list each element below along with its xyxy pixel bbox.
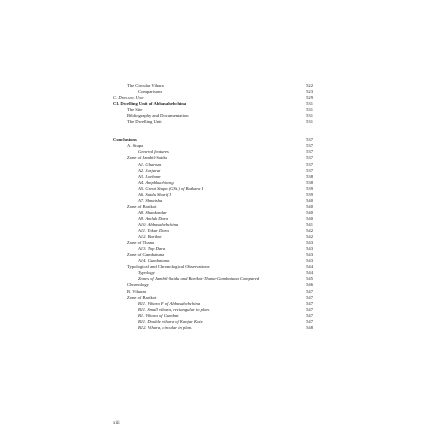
toc-section-top [113, 83, 313, 125]
toc-entry-page: 545 [306, 276, 313, 282]
toc-entry-page: 537 [306, 137, 313, 143]
toc-entry-title: Typology [138, 270, 155, 276]
toc-entry-title: A9. Amluk Dara [138, 215, 168, 221]
toc-entry-page: 547 [306, 288, 313, 294]
toc-entry-page: 538 [306, 179, 313, 185]
toc-entry-title: B1. Vihara of Gumbat [138, 312, 179, 318]
toc-entry-page: 547 [306, 312, 313, 318]
toc-entry-title: General features [138, 149, 169, 155]
toc-entry-page: 543 [306, 252, 313, 258]
toc-entry-title: A8. Shankardar [138, 209, 167, 215]
toc-entry-page: 537 [306, 161, 313, 167]
toc-entry-page: 522 [306, 83, 313, 88]
toc-entry-title: B11. Small vihara, rectangular in plan. [138, 306, 210, 312]
toc-entry-page: 529 [306, 95, 313, 101]
toc-entry-page: 539 [306, 185, 313, 191]
toc-entry-title: Zone of Thana [127, 240, 154, 246]
toc-entry-title: A3. Loebanr [138, 173, 161, 179]
toc-entry-page: 523 [306, 89, 313, 95]
toc-entry-title: Bibliography and Documentation [127, 113, 189, 119]
toc-entry-page: 548 [306, 324, 313, 330]
toc-entry-title: Zones of Jambil-Saidu and Barikot-Thana-Gumbatuna Compared [138, 276, 260, 282]
table-of-contents [113, 83, 313, 331]
toc-entry-page: 543 [306, 240, 313, 246]
toc-entry [113, 325, 313, 331]
toc-entry-title: Zone of Gumbatuna [127, 252, 164, 258]
toc-entry-title: A4. Amphkuchiwng [138, 179, 174, 185]
toc-entry-page: 547 [306, 300, 313, 306]
toc-entry-page: 531 [306, 119, 313, 125]
toc-entry-title: A10. Abbasahebchina [138, 221, 179, 227]
page-number: xiii [113, 421, 120, 426]
toc-entry-page: 537 [306, 143, 313, 149]
toc-entry-page: 537 [306, 149, 313, 155]
toc-entry-page: 547 [306, 306, 313, 312]
toc-entry-title: A. Stupa [127, 143, 144, 149]
toc-entry-title: A5. Great Stupa (GSt.) of Butkara I [138, 185, 204, 191]
toc-entry-title: A7. Shnaisha [138, 197, 163, 203]
toc-entry-page: 540 [306, 197, 313, 203]
toc-entry-title: A14. Gumbatuna [138, 258, 170, 264]
toc-entry-page: 547 [306, 318, 313, 324]
toc-entry-page: 543 [306, 246, 313, 252]
toc-entry-title: B12. Vihara, circular in plan. [138, 324, 193, 330]
toc-entry-page: 547 [306, 294, 313, 300]
toc-entry-title: Zone of Jambil-Saidu [127, 155, 167, 161]
toc-entry-title: The Site [127, 107, 143, 113]
toc-entry-page: 541 [306, 221, 313, 227]
toc-entry-title: A6. Saidu Sharif I [138, 191, 171, 197]
toc-entry-page: 539 [306, 191, 313, 197]
toc-entry-title: Zone of Barikot [127, 294, 157, 300]
toc-entry-page: 531 [306, 101, 313, 107]
toc-entry-title: C. Dwelling Unit [113, 95, 144, 101]
toc-entry-page: 544 [306, 264, 313, 270]
toc-entry-page: 540 [306, 203, 313, 209]
toc-entry-title: A11. Tokar Dara [138, 228, 169, 234]
toc-entry-page: 542 [306, 234, 313, 240]
toc-entry-page: 546 [306, 282, 313, 288]
toc-entry-title: CI. Dwelling Unit of Abbasahebchina [113, 101, 187, 107]
toc-entry-title: The Dwelling Unit [127, 119, 162, 125]
toc-entry-title: Conclusions [113, 137, 137, 143]
toc-entry-title: B11. Vihara F of Abbasahebchina [138, 300, 201, 306]
toc-entry-title: A12. Barikot [138, 234, 162, 240]
toc-entry-title: Zone of Barikot [127, 203, 157, 209]
toc-entry-page: 544 [306, 270, 313, 276]
toc-entry-page: 540 [306, 209, 313, 215]
toc-entry-page: 542 [306, 228, 313, 234]
toc-entry-title: A13. Top Dara [138, 246, 166, 252]
toc-entry-page: 537 [306, 167, 313, 173]
toc-entry-page: 543 [306, 258, 313, 264]
toc-entry-title: B11. Double vihara of Kanjar Kote [138, 318, 203, 324]
toc-entry-title: Typological and Chronological Observations [127, 264, 210, 270]
toc-entry-page: 537 [306, 155, 313, 161]
toc-entry-page: 531 [306, 113, 313, 119]
toc-entry-title: Chronology [127, 282, 149, 288]
toc-entry-page: 540 [306, 215, 313, 221]
toc-section-conclusions [113, 137, 313, 331]
toc-entry [113, 119, 313, 125]
toc-entry-title: Comparisons [138, 89, 163, 95]
toc-entry-page: 531 [306, 107, 313, 113]
toc-entry-page: 538 [306, 173, 313, 179]
toc-entry-title: A1. Gharoza [138, 161, 162, 167]
toc-entry-title: A2. Jurjurai [138, 167, 161, 173]
toc-entry-title: The Circular Vihara [127, 83, 164, 88]
toc-entry-title: B. Viharas [127, 288, 147, 294]
